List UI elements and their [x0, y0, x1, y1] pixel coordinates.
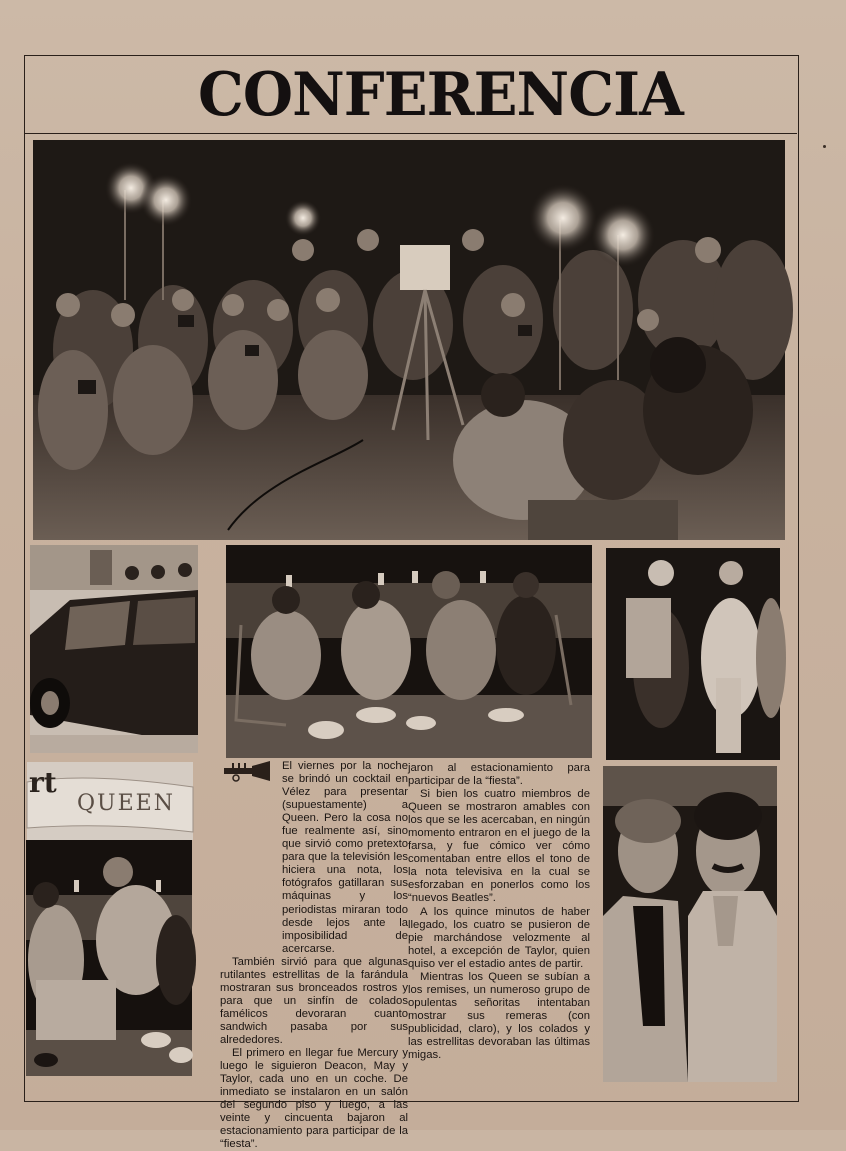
- article-paragraph: A los quince minutos de haber llegado, los cuatro se pusieron de pie marchándose velozmente al hotel, a excepción de Taylor, quien quiso ver el estadio antes de partir.: [408, 905, 590, 970]
- article-paragraph: jaron al estacionamiento para participar de la “fiesta”.: [408, 762, 590, 788]
- band-seated-photo: [226, 545, 592, 758]
- banner-text: QUEEN: [77, 791, 175, 816]
- article-paragraph: Mientras los Queen se subían a los remises, un numeroso grupo de opulentas señoritas intentaban mostrar sus remeras (con publicidad, claro), y los colados y las estrellitas devoraban las últimas migas.: [408, 970, 590, 1062]
- article-paragraph: Si bien los cuatro miembros de Queen se mostraron amables con los que se les acercaban, en ningún momento entraron en el juego de la farsa, y fue cómico ver cómo comentaban entre ellos el tono de la nota televisiva en la cual se esforzaban en ponerlos como los “nuevos Beatles”.: [408, 788, 590, 905]
- press-conference-photo: [33, 140, 785, 540]
- band-members-seated-photo: [26, 840, 192, 1076]
- banner-fragment: rt: [29, 766, 57, 799]
- car-arrival-photo: [30, 545, 198, 753]
- band-walking-photo: [606, 548, 780, 760]
- article-column-1: [220, 760, 408, 1151]
- article-column-2: [408, 762, 590, 1062]
- article-paragraph: También sirvió para que algunas rutilantes estrellitas de la farándula mostraran sus bronceados rostros y para que un sinfín de colados famélicos devoraran cuanto sandwich pasaba por sus alrededores.: [220, 955, 408, 1046]
- article-paragraph: El primero en llegar fue Mercury y luego le siguieron Deacon, May y Taylor, cada uno en un coche. De inmediato se instalaron en un salón del segundo piso y luego, a las veinte y cincuenta bajaron al estacionamiento para participar de la “fiesta”.: [220, 1047, 408, 1151]
- page-title: CONFERENCIA: [198, 60, 683, 130]
- queen-banner-photo: [27, 762, 193, 840]
- band-closeup-photo: [603, 766, 777, 1082]
- speck: [823, 145, 826, 148]
- article-paragraph: El viernes por la noche se brindó un cocktail en Vélez para presentar (supuestamente) a Queen. Pero la cosa no fue realmente así, sino que sirvió como pretexto para que la televisión les hiciera una nota, los fotógrafos gatillaran sus máquinas y los periodistas miraran todo desde lejos ante la imposibilidad de acercarse.: [282, 760, 408, 955]
